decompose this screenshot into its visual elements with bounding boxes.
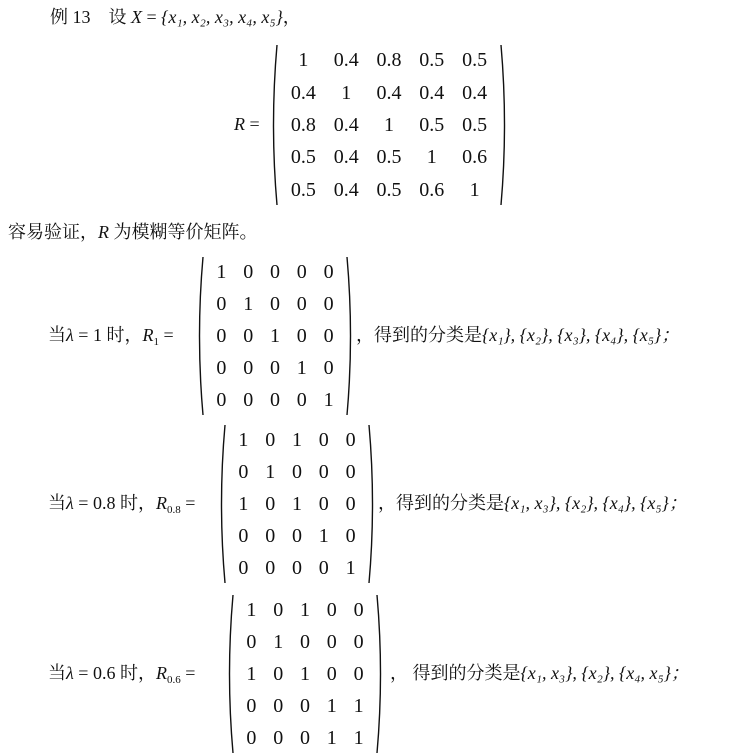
case-3-lambda: λ bbox=[66, 663, 74, 683]
example-heading bbox=[50, 4, 301, 30]
r-matrix-cell: 0.4 bbox=[333, 178, 359, 201]
r-matrix-cell: 0.5 bbox=[462, 114, 488, 136]
case-2-pre: 当 bbox=[48, 493, 66, 513]
r-matrix-cell: 0.4 bbox=[290, 81, 316, 104]
set-variable: X bbox=[131, 7, 142, 27]
case-1-matrix-left-paren bbox=[196, 256, 204, 416]
case-2-matrix-cell: 1 bbox=[238, 429, 249, 451]
r-matrix-cell: 0.5 bbox=[290, 146, 316, 169]
case-3-matrix-cell: 0 bbox=[273, 663, 284, 685]
r-matrix-cell: 0.5 bbox=[419, 114, 445, 136]
r-matrix-cell: 0.8 bbox=[376, 49, 402, 72]
case-2-matrix-left-paren bbox=[218, 424, 226, 584]
case-1-matrix-cell: 0 bbox=[296, 325, 307, 347]
case-1-matrix-cell: 1 bbox=[296, 357, 307, 379]
case-2-matrix-cell: 1 bbox=[291, 493, 302, 515]
r-matrix-cell: 1 bbox=[298, 49, 309, 72]
case-3-matrix-name: R bbox=[155, 663, 167, 683]
case-3-equals: = bbox=[185, 663, 196, 683]
case-1-matrix-right-paren bbox=[346, 256, 354, 416]
case-1-matrix-cell: 0 bbox=[216, 357, 227, 379]
case-2-equals: = bbox=[185, 493, 196, 513]
case-1-matrix-cell: 1 bbox=[323, 389, 334, 411]
case-3-pre: 当 bbox=[48, 663, 66, 683]
case-3-label bbox=[48, 660, 195, 686]
case-1-matrix-cell: 0 bbox=[269, 357, 280, 379]
case-3-matrix-cell: 1 bbox=[326, 727, 337, 749]
case-1-matrix-cell: 0 bbox=[323, 293, 334, 315]
case-3-matrix-cell: 0 bbox=[353, 663, 364, 685]
case-2-matrix-cell: 0 bbox=[345, 461, 356, 483]
case-2-matrix-cell: 0 bbox=[291, 557, 302, 579]
case-1-matrix-cell: 0 bbox=[216, 293, 227, 315]
case-3-matrix-cell: 1 bbox=[326, 695, 337, 717]
r-matrix-name: R bbox=[234, 114, 245, 134]
case-3-matrix-cell: 0 bbox=[326, 663, 337, 685]
case-1-matrix-cell: 0 bbox=[296, 293, 307, 315]
case-2-matrix-cell: 1 bbox=[318, 525, 329, 547]
case-3-classes: {x₁, x₃}, {x₂}, {x₄, x₅}； bbox=[520, 663, 689, 683]
case-2-matrix-cell: 0 bbox=[318, 429, 329, 451]
case-2-matrix-cell: 0 bbox=[238, 461, 249, 483]
case-3-eq: = 0.6 时， bbox=[78, 663, 156, 683]
case-2-matrix-cell: 0 bbox=[318, 557, 329, 579]
statement-post: 为模糊等价矩阵。 bbox=[113, 222, 258, 242]
case-1-label bbox=[48, 322, 174, 348]
r-matrix-cell: 0.5 bbox=[376, 178, 402, 201]
case-3-matrix-cell: 0 bbox=[326, 631, 337, 653]
case-1-result bbox=[356, 322, 679, 348]
r-matrix-cell: 0.4 bbox=[333, 146, 359, 169]
case-2-matrix-cell: 0 bbox=[238, 557, 249, 579]
case-3-matrix-cell: 1 bbox=[353, 727, 364, 749]
case-1-matrix-sub: 1 bbox=[153, 336, 159, 348]
case-2-result-pre: ，得到的分类是 bbox=[378, 493, 504, 513]
case-2-matrix-cell: 0 bbox=[238, 525, 249, 547]
case-1-matrix-cell: 0 bbox=[269, 389, 280, 411]
case-2-matrix-cell: 0 bbox=[265, 557, 276, 579]
case-2-matrix-right-paren bbox=[368, 424, 376, 584]
case-3-matrix-cell: 0 bbox=[353, 631, 364, 653]
case-2-label bbox=[48, 490, 195, 516]
case-1-matrix-cell: 0 bbox=[243, 261, 254, 283]
case-3-matrix bbox=[226, 594, 384, 754]
case-1-matrix-cell: 0 bbox=[269, 293, 280, 315]
case-1-matrix-cell: 0 bbox=[323, 261, 334, 283]
case-3-matrix-cell: 0 bbox=[246, 695, 257, 717]
case-2-matrix-sub: 0.8 bbox=[166, 504, 181, 516]
r-matrix-cell: 0.4 bbox=[376, 81, 402, 104]
case-3-matrix-cell: 0 bbox=[353, 599, 364, 621]
r-matrix-cell: 0.4 bbox=[333, 114, 359, 136]
case-3-matrix-cell: 1 bbox=[273, 631, 284, 653]
set-elements: {x₁, x₂, x₃, x₄, x₅} bbox=[161, 7, 283, 27]
case-2-matrix-cell: 1 bbox=[265, 461, 276, 483]
r-matrix-right-paren bbox=[500, 44, 508, 206]
case-2-matrix-cell: 0 bbox=[291, 461, 302, 483]
case-3-matrix-cell: 0 bbox=[273, 727, 284, 749]
case-2-lambda: λ bbox=[66, 493, 74, 513]
case-2-matrix-name: R bbox=[155, 493, 167, 513]
case-3-matrix-left-paren bbox=[226, 594, 234, 754]
r-matrix-cell: 0.5 bbox=[376, 146, 402, 169]
r-matrix-cell: 0.4 bbox=[419, 81, 445, 104]
case-1-matrix-cell: 0 bbox=[323, 325, 334, 347]
case-3-matrix-cell: 0 bbox=[246, 631, 257, 653]
case-3-matrix-cell: 1 bbox=[299, 599, 310, 621]
case-1-equals: = bbox=[163, 325, 174, 345]
case-2-matrix bbox=[218, 424, 376, 584]
case-3-result-pre: ， 得到的分类是 bbox=[390, 663, 521, 683]
case-2-classes: {x₁, x₃}, {x₂}, {x₄}, {x₅}； bbox=[504, 493, 687, 513]
case-1-matrix-cell: 0 bbox=[243, 357, 254, 379]
example-label: 例 13 bbox=[50, 7, 91, 27]
example-suffix: ， bbox=[282, 7, 301, 27]
case-3-matrix-cell: 1 bbox=[353, 695, 364, 717]
case-2-matrix-cell: 0 bbox=[345, 429, 356, 451]
case-1-matrix-cell: 1 bbox=[243, 293, 254, 315]
case-2-matrix-cell: 0 bbox=[318, 461, 329, 483]
case-1-matrix-cell: 0 bbox=[269, 261, 280, 283]
r-matrix-cell: 0.6 bbox=[462, 146, 488, 169]
case-2-matrix-cell: 0 bbox=[265, 493, 276, 515]
statement-var: R bbox=[98, 222, 109, 242]
case-3-matrix-cell: 1 bbox=[299, 663, 310, 685]
case-3-matrix-sub: 0.6 bbox=[166, 674, 181, 686]
case-3-result bbox=[390, 660, 689, 686]
case-1-matrix-cell: 0 bbox=[216, 389, 227, 411]
equals-sign: = bbox=[146, 7, 157, 27]
case-1-matrix-cell: 1 bbox=[269, 325, 280, 347]
example-intro: 设 bbox=[108, 7, 127, 27]
case-3-matrix-right-paren bbox=[376, 594, 384, 754]
case-1-matrix-cell: 0 bbox=[216, 325, 227, 347]
r-matrix-cell: 0.6 bbox=[419, 178, 445, 201]
case-1-matrix-cell: 1 bbox=[216, 261, 227, 283]
case-2-matrix-cell: 1 bbox=[238, 493, 249, 515]
case-1-classes: {x₁}, {x₂}, {x₃}, {x₄}, {x₅}； bbox=[482, 325, 680, 345]
r-matrix-cell: 0.5 bbox=[290, 178, 316, 201]
r-matrix-cell: 0.8 bbox=[290, 114, 316, 136]
case-3-matrix-cell: 1 bbox=[246, 599, 257, 621]
case-1-matrix-name: R bbox=[142, 325, 154, 345]
case-2-matrix-cell: 0 bbox=[265, 525, 276, 547]
case-2-matrix-cell: 1 bbox=[291, 429, 302, 451]
r-matrix bbox=[270, 44, 508, 206]
r-matrix-equals: = bbox=[249, 114, 260, 134]
r-matrix-cell: 1 bbox=[383, 114, 394, 136]
case-1-matrix-cell: 0 bbox=[323, 357, 334, 379]
case-1-lambda: λ bbox=[66, 325, 74, 345]
r-matrix-cell: 0.5 bbox=[462, 49, 488, 72]
case-2-matrix-cell: 0 bbox=[345, 525, 356, 547]
case-3-matrix-cell: 0 bbox=[326, 599, 337, 621]
r-matrix-cell: 0.4 bbox=[462, 81, 488, 104]
case-1-matrix-cell: 0 bbox=[243, 325, 254, 347]
case-2-matrix-cell: 0 bbox=[265, 429, 276, 451]
case-2-matrix-cell: 0 bbox=[345, 493, 356, 515]
statement-line bbox=[8, 219, 258, 245]
case-1-matrix-cell: 0 bbox=[243, 389, 254, 411]
case-3-matrix-cell: 0 bbox=[299, 631, 310, 653]
case-2-matrix-cell: 0 bbox=[318, 493, 329, 515]
case-1-eq: = 1 时， bbox=[78, 325, 143, 345]
case-1-matrix-cell: 0 bbox=[296, 389, 307, 411]
case-3-matrix-cell: 0 bbox=[273, 695, 284, 717]
r-matrix-cell: 1 bbox=[426, 146, 437, 169]
statement-pre: 容易验证， bbox=[8, 222, 98, 242]
case-3-matrix-cell: 0 bbox=[246, 727, 257, 749]
r-matrix-cell: 0.5 bbox=[419, 49, 445, 72]
case-1-result-pre: ，得到的分类是 bbox=[356, 325, 482, 345]
case-3-matrix-cell: 0 bbox=[273, 599, 284, 621]
case-2-matrix-cell: 0 bbox=[291, 525, 302, 547]
case-3-matrix-cell: 0 bbox=[299, 727, 310, 749]
r-matrix-cell: 1 bbox=[341, 81, 352, 104]
r-matrix-cell: 1 bbox=[469, 178, 480, 201]
case-1-matrix bbox=[196, 256, 354, 416]
case-2-matrix-cell: 1 bbox=[345, 557, 356, 579]
r-matrix-label bbox=[234, 111, 260, 137]
case-2-result bbox=[378, 490, 687, 516]
case-3-matrix-cell: 1 bbox=[246, 663, 257, 685]
case-2-eq: = 0.8 时， bbox=[78, 493, 156, 513]
r-matrix-cell: 0.4 bbox=[333, 49, 359, 72]
r-matrix-left-paren bbox=[270, 44, 278, 206]
case-1-pre: 当 bbox=[48, 325, 66, 345]
case-3-matrix-cell: 0 bbox=[299, 695, 310, 717]
case-1-matrix-cell: 0 bbox=[296, 261, 307, 283]
